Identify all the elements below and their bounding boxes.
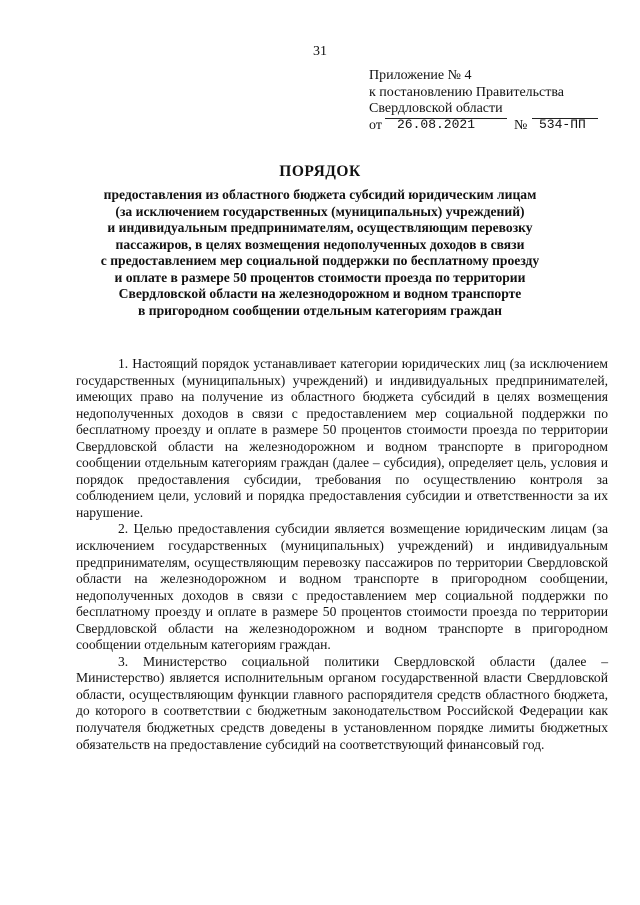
subtitle-line: Свердловской области на железнодорожном и водном транспорте: [118, 286, 522, 301]
document-subtitle: [60, 187, 580, 319]
document-title: ПОРЯДОК: [279, 163, 361, 180]
subtitle-line: предоставления из областного бюджета субсидий юридическим лицам: [103, 187, 537, 202]
subtitle-line: с предоставлением мер социальной поддержки по бесплатному проезду: [100, 253, 540, 268]
subtitle-line: и оплате в размере 50 процентов стоимости проезда по территории: [114, 269, 526, 285]
appendix-line-2: к постановлению Правительства: [369, 84, 565, 100]
date-prefix: от: [369, 117, 382, 133]
paragraph-3: 3. Министерство социальной политики Свердловской области (далее – Министерство) является исполнительным органом государственной власти Свердловской области, осуществляющим функции главного распорядителя средств областного бюджета, до которого в соответствии с бюджетным законодательством Российской Федерации как получателя бюджетных средств доведены в установленном порядке лимиты бюджетных обязательств на предоставление субсидий на соответствующий финансовый год.: [76, 653, 608, 752]
number-prefix: №: [514, 117, 528, 133]
paragraph-1: 1. Настоящий порядок устанавливает категории юридических лиц (за исключением государственных (муниципальных) учреждений) и индивидуальных предпринимателей, имеющих право на получение из областного бюджета субсидий в целях возмещения недополученных доходов в связи с предоставлением мер социальной поддержки по бесплатному проезду и оплате в размере 50 процентов стоимости проезда по территории Свердловской области на железнодорожном и водном транспорте в пригородном сообщении отдельным категориям граждан (далее – субсидия), определяет цель, условия и порядок предоставления субсидии, требования по осуществлению контроля за соблюдением цели, условий и порядка предоставления субсидии и ответственности за их нарушение.: [76, 356, 608, 520]
document-body: [76, 356, 608, 753]
subtitle-line: и индивидуальным предпринимателям, осуществляющим перевозку: [107, 220, 533, 235]
subtitle-line: (за исключением государственных (муниципальных) учреждений): [115, 203, 525, 219]
appendix-date-number-line: [369, 118, 619, 136]
document-title-block: [60, 163, 580, 319]
subtitle-line: пассажиров, в целях возмещения недополученных доходов в связи: [115, 236, 525, 252]
paragraph-2: 2. Целью предоставления субсидии является возмещение юридическим лицам (за исключением государственных (муниципальных) учреждений) и индивидуальным предпринимателям, осуществляющим перевозку пассажиров по территории Свердловской области на железнодорожном и водном транспорте в пригородном сообщении, недополученных доходов в связи с предоставлением мер социальной поддержки по бесплатному проезду и оплате в размере 50 процентов стоимости проезда по территории Свердловской области на железнодорожном и водном транспорте в пригородном сообщении отдельным категориям граждан.: [76, 521, 608, 653]
appendix-header: [369, 68, 619, 136]
subtitle-line: в пригородном сообщении отдельным категориям граждан: [138, 302, 502, 318]
date-value: 26.08.2021: [397, 116, 476, 132]
appendix-line-3: Свердловской области: [369, 101, 503, 116]
page-number: 31: [313, 44, 327, 59]
appendix-line-1: Приложение № 4: [369, 68, 472, 83]
number-value: 534-ПП: [539, 116, 586, 132]
